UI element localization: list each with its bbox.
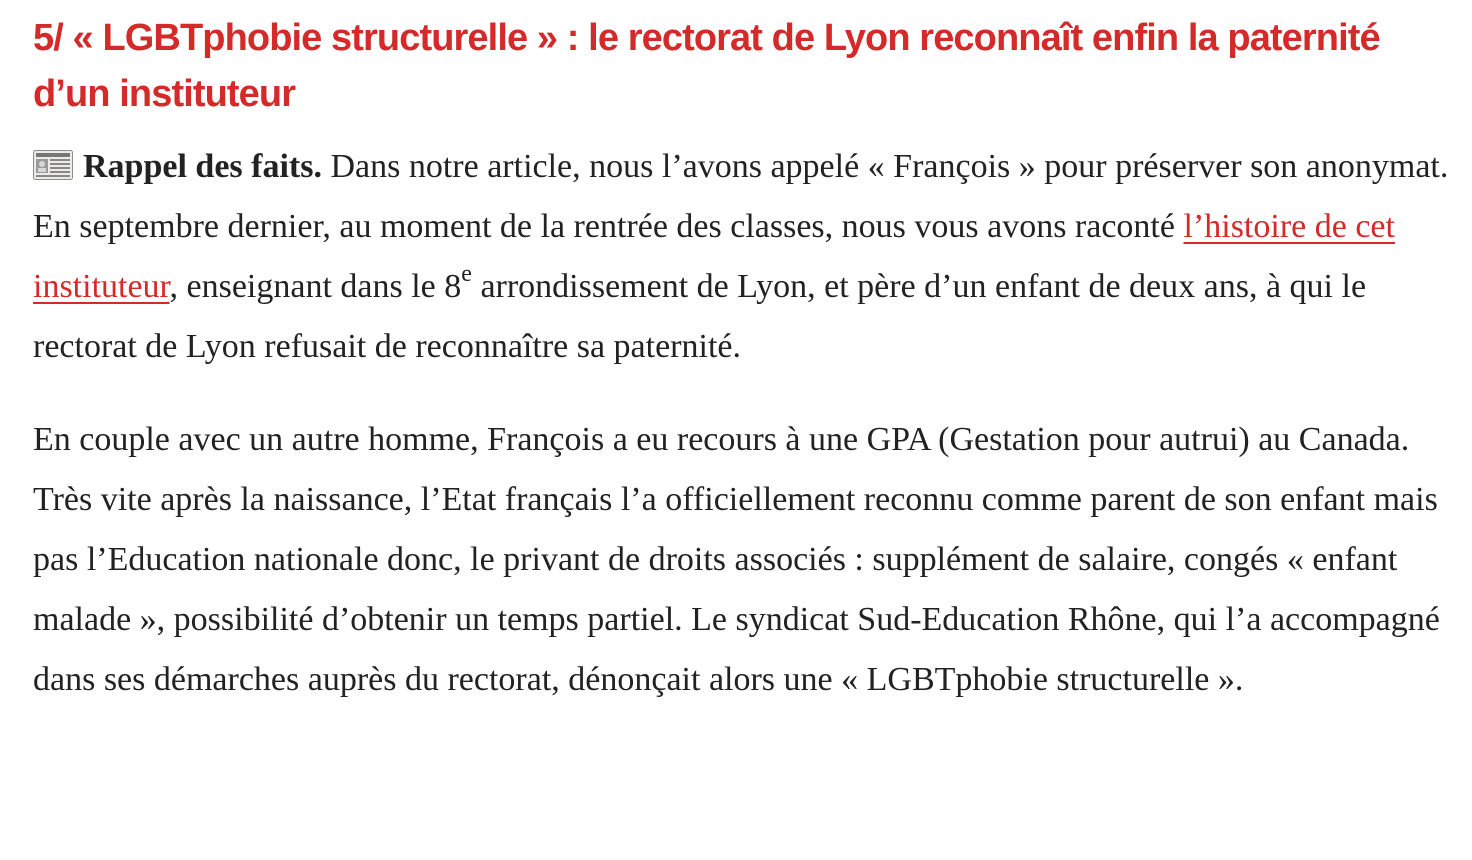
recap-text-1: Dans notre article, nous l’avons appelé « François » pour préserver son anonymat. En septembre dernier, au moment de la rentrée des classes, nous vous avons raconté [33, 148, 1449, 245]
superscript-e: e [461, 261, 472, 287]
recap-text-3: arrondissement de Lyon, et père d’un enfant de deux ans, à qui le rectorat de Lyon refusait de reconnaître sa paternité. [33, 268, 1367, 365]
article-headline: 5/ « LGBTphobie structurelle » : le rectorat de Lyon reconnaît enfin la paternité d’un instituteur [33, 17, 1380, 115]
article [33, 10, 1458, 710]
instituteur-story-link[interactable]: l’histoire de cet instituteur [33, 208, 1395, 305]
paragraph-recap [33, 137, 1458, 377]
paragraph-context: En couple avec un autre homme, François a eu recours à une GPA (Gestation pour autrui) au Canada. Très vite après la naissance, l’Etat français l’a officiellement reconnu comme parent de son enfant mais pas l’Education nationale donc, le privant de droits associés : supplément de salaire, congés « enfant malade », possibilité d’obtenir un temps partiel. Le syndicat Sud-Education Rhône, qui l’a accompagné dans ses démarches auprès du rectorat, dénonçait alors une « LGBTphobie structurelle ». [33, 421, 1440, 698]
recap-text-2: , enseignant dans le 8 [169, 268, 462, 305]
recap-lead-in: Rappel des faits. [83, 148, 322, 185]
newspaper-icon [33, 140, 73, 170]
